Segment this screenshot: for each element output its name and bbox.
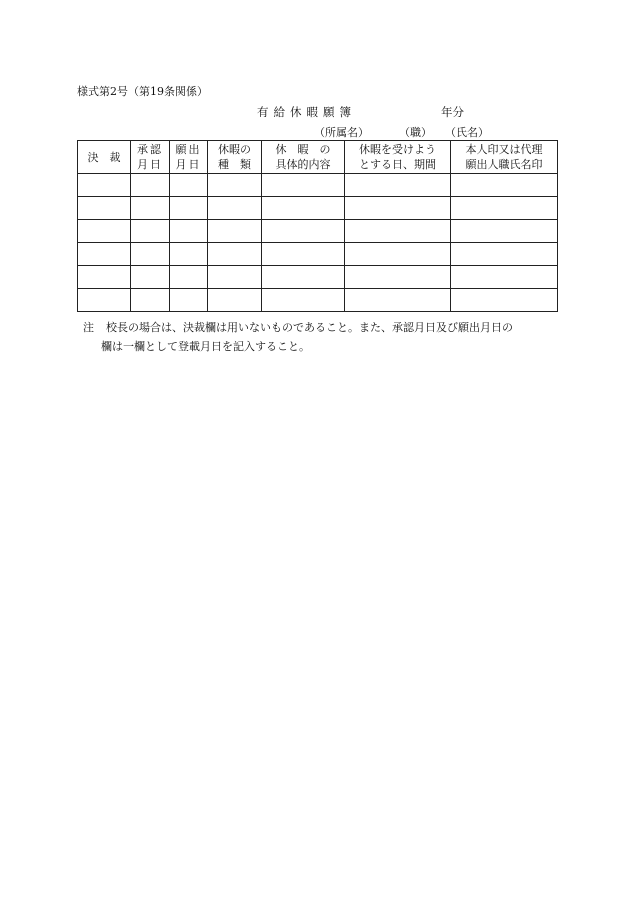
leave-period-cell[interactable]	[345, 243, 451, 266]
request-date-cell[interactable]	[170, 266, 208, 289]
leave-type-cell[interactable]	[208, 243, 262, 266]
request-date-cell[interactable]	[170, 289, 208, 312]
approved-date-cell[interactable]	[131, 289, 170, 312]
leave-details-cell[interactable]	[262, 289, 345, 312]
leave-type-cell[interactable]	[208, 197, 262, 220]
leave-details-cell[interactable]	[262, 174, 345, 197]
leave-details-cell[interactable]	[262, 266, 345, 289]
approved-date-cell[interactable]	[131, 197, 170, 220]
footnote	[83, 318, 573, 356]
header-request-date-line2: 月日	[175, 158, 202, 171]
header-leave-period-line2: とする日、期間	[359, 158, 436, 171]
header-approval-text: 決 裁	[87, 150, 121, 164]
approved-date-cell[interactable]	[131, 174, 170, 197]
year-label: 年分	[441, 105, 464, 119]
footnote-text-2: 欄は一欄として登載月日を記入すること。	[101, 340, 310, 353]
title-row	[0, 104, 630, 120]
seal-cell[interactable]	[451, 266, 558, 289]
leave-details-cell[interactable]	[262, 197, 345, 220]
position-label: （職）	[399, 126, 432, 139]
seal-cell[interactable]	[451, 220, 558, 243]
header-leave-type-line1: 休暇の	[218, 143, 251, 156]
header-seal-line2: 願出人職氏名印	[465, 158, 543, 171]
header-seal	[451, 141, 558, 174]
footnote-text-1: 校長の場合は、決裁欄は用いないものであること。また、承認月日及び願出月日の	[106, 321, 513, 334]
approved-date-cell[interactable]	[131, 266, 170, 289]
table-row	[78, 174, 558, 197]
header-approved-date-line2: 月日	[137, 158, 163, 171]
header-approved-date	[131, 141, 170, 174]
applicant-info-row	[0, 124, 630, 140]
header-request-date-line1: 願出	[175, 143, 202, 156]
leave-period-cell[interactable]	[345, 174, 451, 197]
leave-period-cell[interactable]	[345, 289, 451, 312]
seal-cell[interactable]	[451, 174, 558, 197]
approval-cell[interactable]	[78, 174, 131, 197]
approval-cell[interactable]	[78, 289, 131, 312]
approved-date-cell[interactable]	[131, 220, 170, 243]
table-row	[78, 197, 558, 220]
form-number: 様式第2号（第19条関係）	[77, 85, 208, 98]
leave-type-cell[interactable]	[208, 289, 262, 312]
leave-ledger-table	[77, 140, 558, 312]
leave-period-cell[interactable]	[345, 197, 451, 220]
header-leave-details	[262, 141, 345, 174]
footnote-mark: 注	[83, 321, 94, 334]
approval-cell[interactable]	[78, 220, 131, 243]
leave-details-cell[interactable]	[262, 243, 345, 266]
approval-cell[interactable]	[78, 243, 131, 266]
header-leave-details-line2: 具体的内容	[275, 158, 331, 171]
approval-cell[interactable]	[78, 266, 131, 289]
header-seal-line1: 本人印又は代理	[465, 143, 543, 156]
request-date-cell[interactable]	[170, 220, 208, 243]
table-row	[78, 266, 558, 289]
header-leave-type	[208, 141, 262, 174]
header-approval	[78, 141, 131, 174]
approval-cell[interactable]	[78, 197, 131, 220]
header-leave-period-line1: 休暇を受けよう	[359, 143, 436, 156]
seal-cell[interactable]	[451, 289, 558, 312]
header-request-date	[170, 141, 208, 174]
page-title: 有給休暇願簿	[257, 105, 356, 119]
header-leave-type-line2: 種 類	[218, 158, 251, 171]
table-row	[78, 243, 558, 266]
name-label: （氏名）	[445, 126, 489, 139]
leave-details-cell[interactable]	[262, 220, 345, 243]
table-header-row	[78, 141, 558, 174]
leave-period-cell[interactable]	[345, 220, 451, 243]
table-row	[78, 289, 558, 312]
request-date-cell[interactable]	[170, 243, 208, 266]
header-approved-date-line1: 承認	[137, 143, 163, 156]
leave-period-cell[interactable]	[345, 266, 451, 289]
approved-date-cell[interactable]	[131, 243, 170, 266]
seal-cell[interactable]	[451, 197, 558, 220]
request-date-cell[interactable]	[170, 174, 208, 197]
leave-type-cell[interactable]	[208, 220, 262, 243]
header-leave-period	[345, 141, 451, 174]
table-row	[78, 220, 558, 243]
leave-type-cell[interactable]	[208, 174, 262, 197]
footnote-line-1	[83, 318, 573, 337]
affiliation-label: （所属名）	[314, 126, 369, 139]
leave-type-cell[interactable]	[208, 266, 262, 289]
request-date-cell[interactable]	[170, 197, 208, 220]
seal-cell[interactable]	[451, 243, 558, 266]
header-leave-details-line1: 休 暇 の	[275, 143, 331, 156]
